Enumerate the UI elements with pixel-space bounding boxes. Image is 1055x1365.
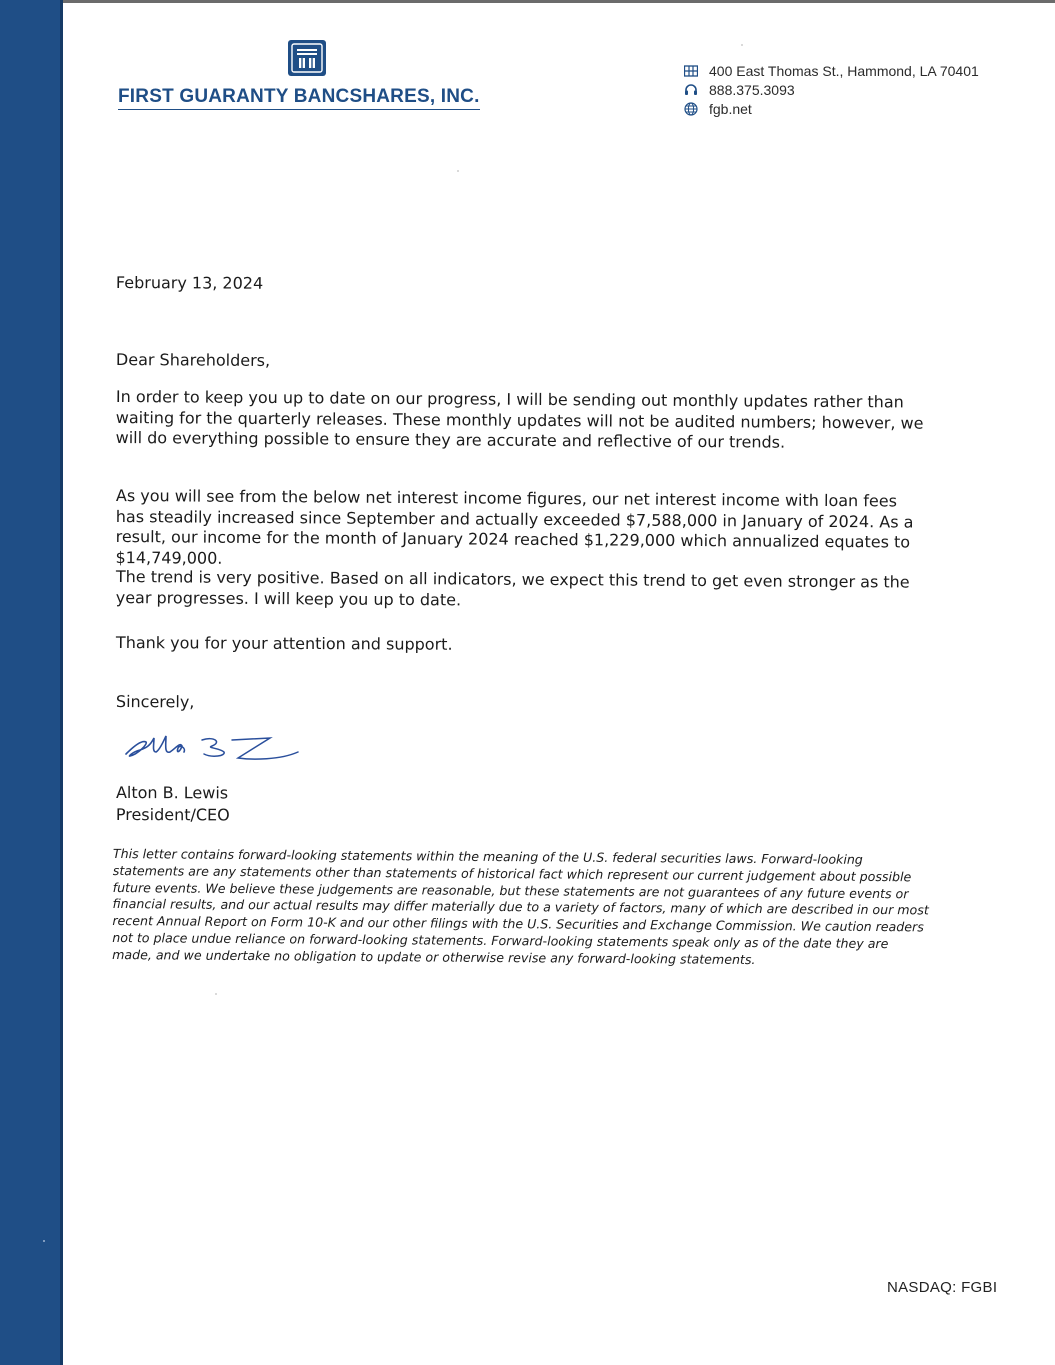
fgb-logo-icon xyxy=(288,40,326,76)
address-row xyxy=(684,61,979,80)
address-text: 400 East Thomas St., Hammond, LA 70401 xyxy=(709,62,979,79)
signer-title: President/CEO xyxy=(115,804,230,825)
building-icon xyxy=(684,64,698,78)
headset-icon xyxy=(684,83,698,97)
globe-icon xyxy=(684,102,698,116)
salutation: Dear Shareholders, xyxy=(115,350,271,370)
scan-speck xyxy=(43,1240,45,1242)
paragraph-trend: The trend is very positive. Based on all indicators, we expect this trend to get even stronger as the year progresses. I will keep you up to date. xyxy=(115,567,910,609)
website-text: fgb.net xyxy=(709,100,752,117)
forward-looking-disclaimer: This letter contains forward-looking statements within the meaning of the U.S. federal securities laws. Forward-looking statements are any statements other than statements of historical fact which represent our current judgement about possible future events. We believe these judgements are reasonable, but these statements are not guarantees of any future events or financial results, and our actual results may differ materially due to a variety of factors, many of which are described in our most recent Annual Report on Form 10-K and our other filings with the U.S. Securities and Exchange Commission. We caution readers not to place undue reliance on forward-looking statements. Forward-looking statements speak only as of the date they are made, and we undertake no obligation to update or otherwise revise any forward-looking statements. xyxy=(112,846,929,967)
letter-date: February 13, 2024 xyxy=(115,273,264,293)
signer-block xyxy=(116,782,926,829)
signature-image xyxy=(120,730,304,770)
phone-text: 888.375.3093 xyxy=(709,81,795,98)
scan-speck xyxy=(741,44,743,46)
website-row xyxy=(684,99,979,118)
contact-block xyxy=(684,61,979,118)
paragraph-thanks: Thank you for your attention and support. xyxy=(115,633,453,654)
top-rule xyxy=(0,0,1055,3)
letterhead-side-bar xyxy=(0,0,63,1365)
paragraph-income: As you will see from the below net interest income figures, our net interest income with loan fees has steadily increased since September and actually exceeded $7,588,000 in January of 2024. As a result, our income for the month of January 2024 reached $1,229,000 which annualized equates to $14,749,000. xyxy=(115,486,914,568)
company-name: FIRST GUARANTY BANCSHARES, INC. xyxy=(118,86,480,110)
closing: Sincerely, xyxy=(115,692,195,712)
signer-name: Alton B. Lewis xyxy=(115,783,229,803)
scan-speck xyxy=(215,993,217,995)
scan-speck xyxy=(457,170,459,172)
nasdaq-ticker: NASDAQ: FGBI xyxy=(887,1279,998,1296)
phone-row xyxy=(684,80,979,99)
paragraph-intro: In order to keep you up to date on our progress, I will be sending out monthly updates rather than waiting for the quarterly releases. These monthly updates will not be audited numbers; however, we will do everything possible to ensure they are accurate and reflective of our trends. xyxy=(115,387,924,452)
